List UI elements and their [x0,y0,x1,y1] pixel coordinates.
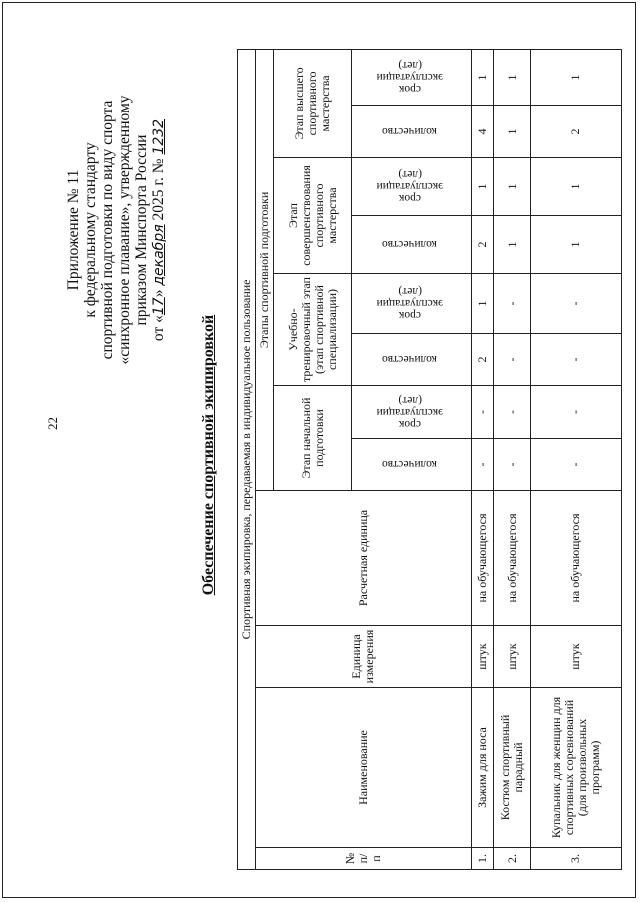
page-number: 22 [45,417,60,430]
stage-header-3: Этап совершенствования спортивного мастерства [274,158,351,274]
appendix-line-4: приказом Минспорта России [133,134,150,326]
sub-term-1: срок эксплуатации (лет) [351,386,471,439]
appendix-header [65,50,168,410]
cell-value: 1 [494,158,530,216]
cell-value: 4 [471,106,494,158]
cell-value: - [494,334,530,386]
cell-value: - [530,439,621,491]
row-unit: штук [494,626,530,688]
stage-header-2: Учебно-тренировочный этап (этап спортивной специализации) [274,274,351,386]
cell-value: 1 [471,274,494,334]
sub-qty-3: количество [351,216,471,274]
sub-term-3: срок эксплуатации (лет) [351,158,471,216]
cell-value: - [494,386,530,439]
cell-value: 1 [494,49,530,105]
date-prefix: от « [150,315,167,342]
stage-header-4: Этап высшего спортивного мастерства [274,49,351,157]
appendix-title: Приложение № 11 [65,169,82,291]
row-unit: штук [471,626,494,688]
appendix-line-2: спортивной подготовки по виду спорта [99,100,116,360]
date-mid: » [150,289,167,298]
cell-value: 1 [494,106,530,158]
row-unit: штук [530,626,621,688]
sub-qty-4: количество [351,106,471,158]
sub-qty-2: количество [351,334,471,386]
cell-value: 2 [530,106,621,158]
cell-value: - [494,274,530,334]
table-top-header-row [238,49,256,869]
top-header: Спортивная экипировка, передаваемая в индивидуальное пользование [238,49,256,869]
stages-header: Этапы спортивной подготовки [256,49,274,490]
equipment-table [237,49,622,870]
col-name-header: Наименование [256,688,471,848]
cell-value: 1 [494,216,530,274]
row-num: 2. [494,848,530,870]
row-name: Зажим для носа [471,688,494,848]
col-calc-header: Расчетная единица [256,491,471,626]
table-row [471,49,494,869]
cell-value: - [471,439,494,491]
cell-value: - [530,334,621,386]
row-calc: на обучающегося [471,491,494,626]
sub-term-4: срок эксплуатации (лет) [351,49,471,105]
cell-value: - [530,386,621,439]
table-stage-group-row [256,49,274,869]
sub-qty-1: количество [351,439,471,491]
cell-value: 1 [530,49,621,105]
cell-value: - [494,439,530,491]
date-month: декабря [151,224,167,286]
date-day: 17 [151,297,167,316]
document-title: Обеспечение спортивной экипировкой [200,314,217,596]
rotated-page-content [30,30,630,880]
cell-value: - [471,386,494,439]
cell-value: 1 [471,49,494,105]
row-num: 3. [530,848,621,870]
row-name: Костюм спортивный парадный [494,688,530,848]
appendix-date-line [150,50,168,410]
table-row [494,49,530,869]
row-num: 1. [471,848,494,870]
appendix-line-3: «синхронное плавание», утвержденному [116,95,133,365]
sub-term-2: срок эксплуатации (лет) [351,274,471,334]
order-number: 1232 [151,118,167,155]
cell-value: 1 [530,216,621,274]
cell-value: - [530,274,621,334]
date-year: 2025 г. № [150,158,167,221]
cell-value: 2 [471,334,494,386]
cell-value: 1 [530,158,621,216]
cell-value: 2 [471,216,494,274]
cell-value: 1 [471,158,494,216]
stage-header-1: Этап начальной подготовки [274,386,351,491]
row-calc: на обучающегося [530,491,621,626]
col-num-header: № п/п [256,848,471,870]
table-row [530,49,621,869]
row-name: Купальник для женщин для спортивных соревнований (для произвольных программ) [530,688,621,848]
appendix-line-1: к федеральному стандарту [82,142,99,318]
col-unit-header: Единица измерения [256,626,471,688]
row-calc: на обучающегося [494,491,530,626]
